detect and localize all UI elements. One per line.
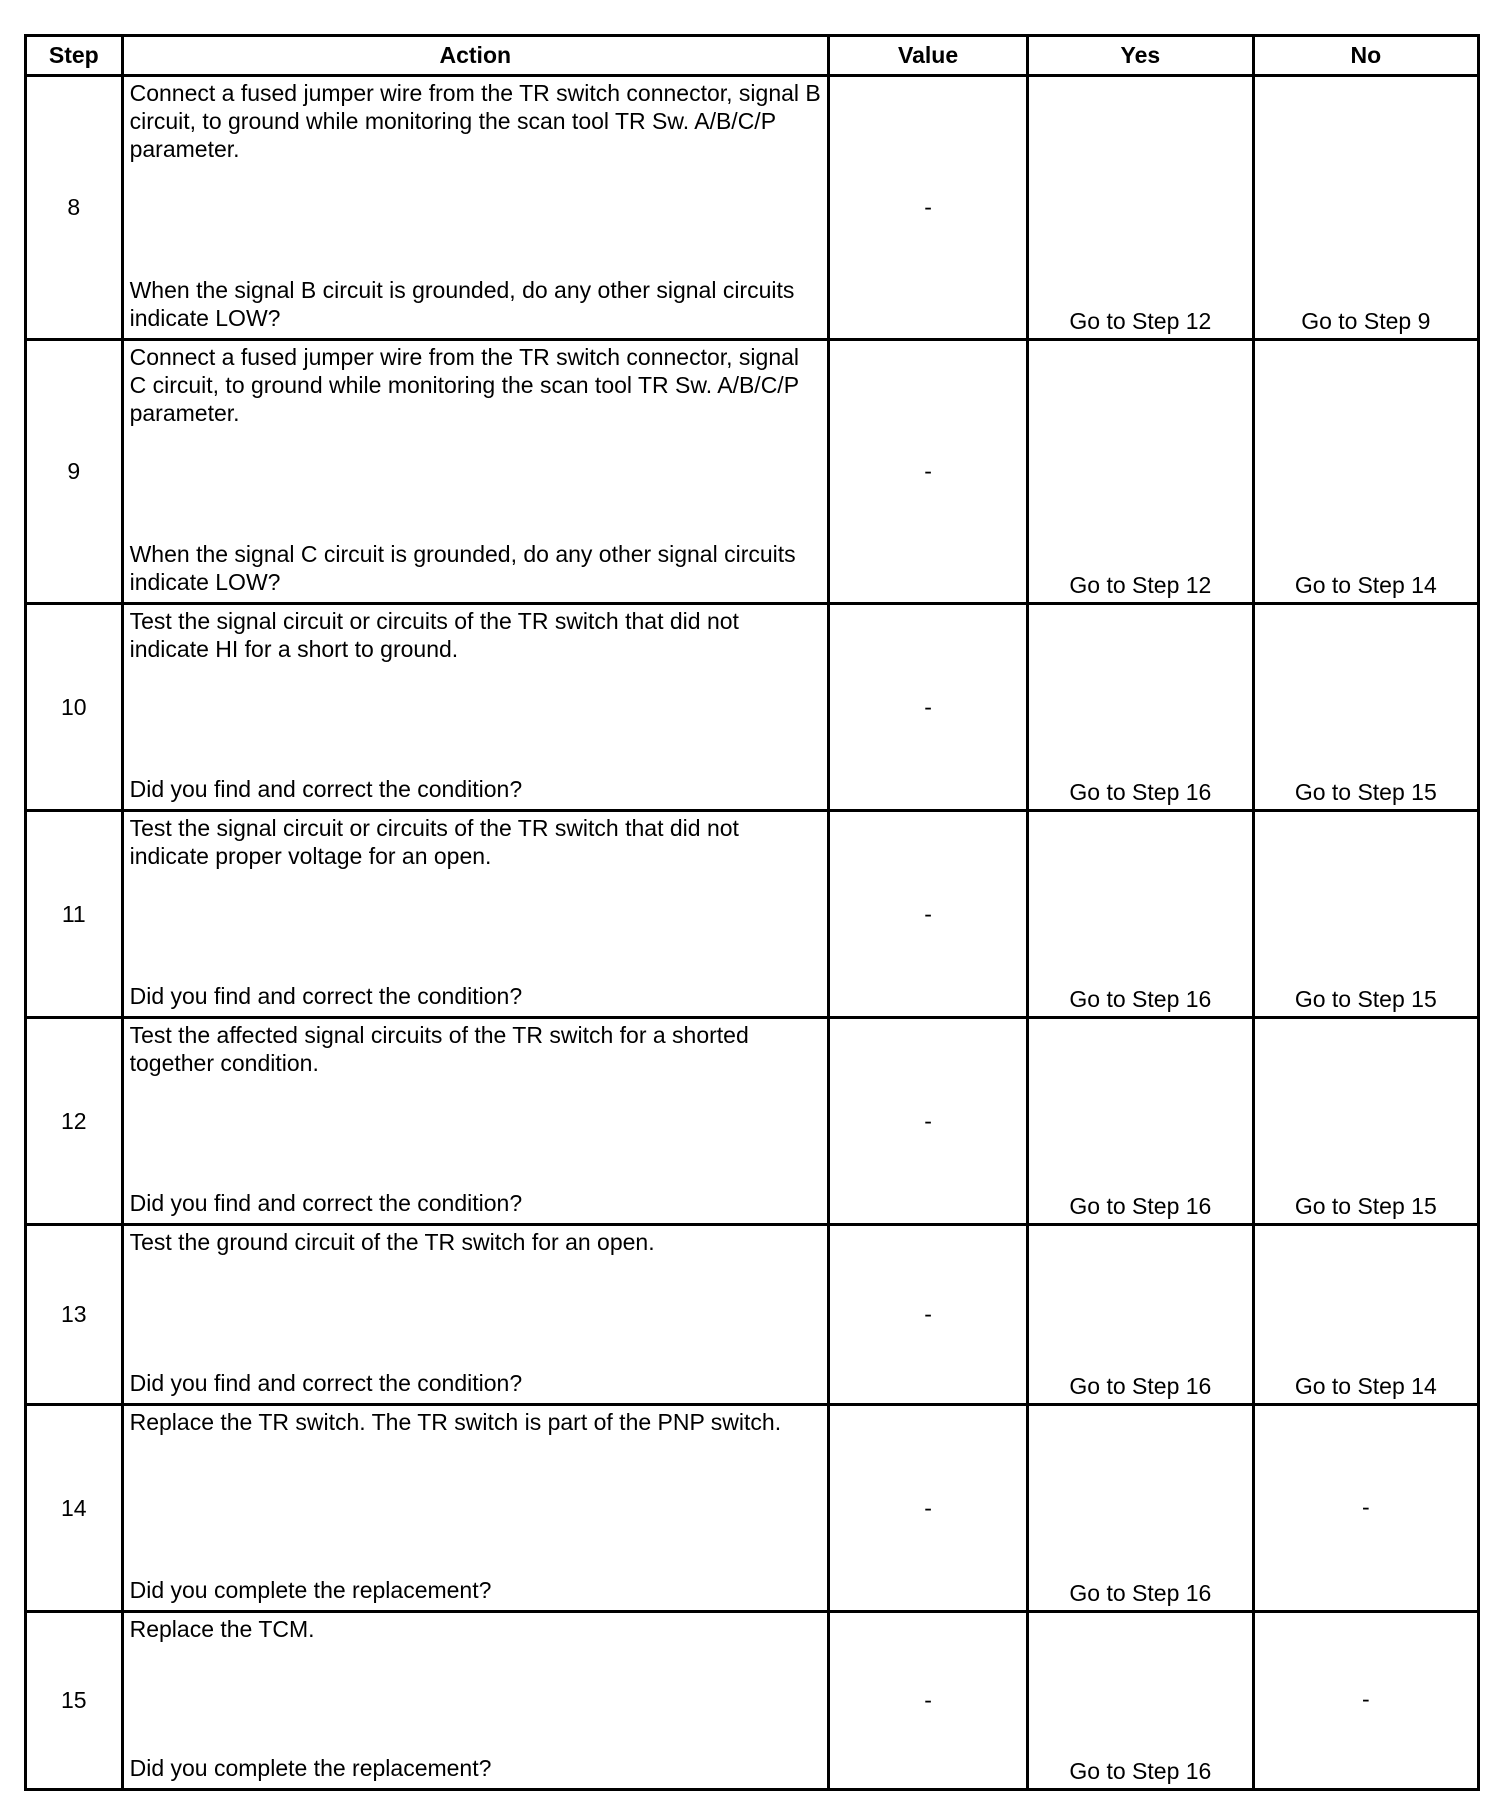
- yes-cell: Go to Step 16: [1028, 1612, 1253, 1790]
- yes-cell: Go to Step 16: [1028, 604, 1253, 811]
- table-row: [26, 811, 1479, 1018]
- step-number: 12: [26, 1018, 123, 1225]
- no-cell: Go to Step 14: [1253, 1225, 1478, 1405]
- action-question: When the signal C circuit is grounded, do any other signal circuits indicate LOW?: [129, 541, 796, 595]
- action-question: Did you complete the replacement?: [129, 1755, 492, 1781]
- action-question: Did you find and correct the condition?: [129, 1370, 523, 1396]
- value-cell: -: [828, 76, 1027, 340]
- yes-cell: Go to Step 16: [1028, 1225, 1253, 1405]
- value-cell: -: [828, 1405, 1027, 1612]
- action-question: Did you find and correct the condition?: [129, 983, 523, 1009]
- action-text: Replace the TR switch. The TR switch is part of the PNP switch.: [129, 1409, 782, 1435]
- diagnostic-table: [24, 34, 1480, 1791]
- table-row: [26, 76, 1479, 340]
- action-text: Replace the TCM.: [129, 1616, 315, 1642]
- no-cell: Go to Step 15: [1253, 604, 1478, 811]
- action-cell: [122, 1225, 828, 1405]
- table-row: [26, 1225, 1479, 1405]
- action-cell: [122, 1018, 828, 1225]
- value-cell: -: [828, 811, 1027, 1018]
- no-cell: Go to Step 15: [1253, 1018, 1478, 1225]
- step-number: 9: [26, 340, 123, 604]
- action-text: Connect a fused jumper wire from the TR switch connector, signal C circuit, to ground while monitoring the scan tool TR Sw. A/B/C/P parameter.: [129, 344, 800, 426]
- action-cell: [122, 1405, 828, 1612]
- action-cell: [122, 811, 828, 1018]
- step-number: 11: [26, 811, 123, 1018]
- header-action: Action: [122, 36, 828, 76]
- value-cell: -: [828, 1225, 1027, 1405]
- no-cell: Go to Step 9: [1253, 76, 1478, 340]
- header-row: [26, 36, 1479, 76]
- action-text: Test the signal circuit or circuits of the TR switch that did not indicate proper voltage for an open.: [129, 815, 739, 869]
- header-value: Value: [828, 36, 1027, 76]
- action-question: When the signal B circuit is grounded, do any other signal circuits indicate LOW?: [129, 277, 795, 331]
- action-text: Test the affected signal circuits of the TR switch for a shorted together condition.: [129, 1022, 749, 1076]
- header-yes: Yes: [1028, 36, 1253, 76]
- action-cell: [122, 604, 828, 811]
- action-text: Test the ground circuit of the TR switch for an open.: [129, 1229, 655, 1255]
- no-cell: Go to Step 15: [1253, 811, 1478, 1018]
- table-row: [26, 604, 1479, 811]
- no-cell: Go to Step 14: [1253, 340, 1478, 604]
- action-question: Did you find and correct the condition?: [129, 776, 523, 802]
- step-number: 15: [26, 1612, 123, 1790]
- action-question: Did you find and correct the condition?: [129, 1190, 523, 1216]
- action-cell: [122, 340, 828, 604]
- value-cell: -: [828, 1018, 1027, 1225]
- step-number: 13: [26, 1225, 123, 1405]
- value-cell: -: [828, 604, 1027, 811]
- no-cell: -: [1253, 1612, 1478, 1790]
- yes-cell: Go to Step 16: [1028, 811, 1253, 1018]
- action-text: Connect a fused jumper wire from the TR switch connector, signal B circuit, to ground while monitoring the scan tool TR Sw. A/B/C/P parameter.: [129, 80, 821, 162]
- yes-cell: Go to Step 12: [1028, 340, 1253, 604]
- action-question: Did you complete the replacement?: [129, 1577, 492, 1603]
- table-row: [26, 1612, 1479, 1790]
- action-cell: [122, 1612, 828, 1790]
- yes-cell: Go to Step 16: [1028, 1018, 1253, 1225]
- value-cell: -: [828, 340, 1027, 604]
- yes-cell: Go to Step 16: [1028, 1405, 1253, 1612]
- value-cell: -: [828, 1612, 1027, 1790]
- step-number: 8: [26, 76, 123, 340]
- header-step: Step: [26, 36, 123, 76]
- no-cell: -: [1253, 1405, 1478, 1612]
- header-no: No: [1253, 36, 1478, 76]
- table-row: [26, 1018, 1479, 1225]
- step-number: 14: [26, 1405, 123, 1612]
- table-row: [26, 340, 1479, 604]
- step-number: 10: [26, 604, 123, 811]
- yes-cell: Go to Step 12: [1028, 76, 1253, 340]
- table-row: [26, 1405, 1479, 1612]
- action-cell: [122, 76, 828, 340]
- action-text: Test the signal circuit or circuits of the TR switch that did not indicate HI for a short to ground.: [129, 608, 739, 662]
